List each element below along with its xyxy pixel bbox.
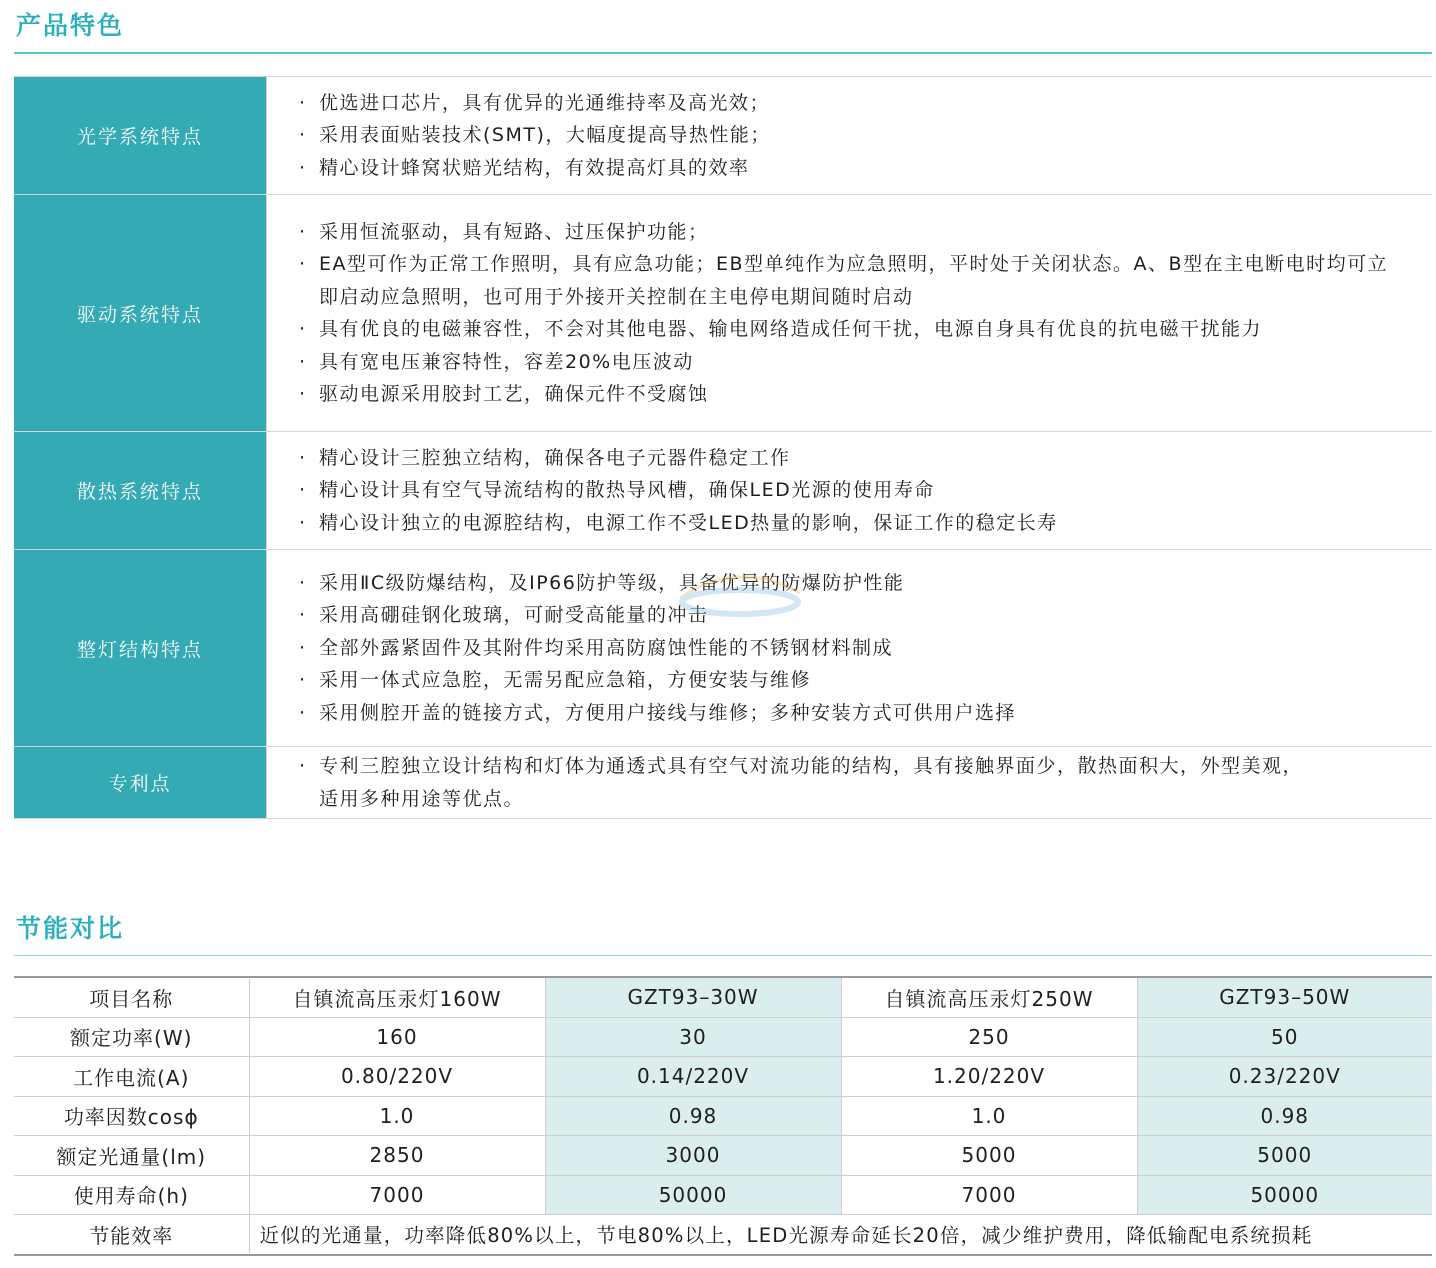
feature-list bbox=[299, 216, 1432, 411]
table-cell: 0.14/220V bbox=[545, 1057, 841, 1097]
table-cell: 0.98 bbox=[545, 1096, 841, 1136]
table-cell: 7000 bbox=[841, 1175, 1137, 1215]
feature-list bbox=[299, 87, 1432, 185]
column-header: GZT93–30W bbox=[545, 977, 841, 1017]
feature-item: · 专利三腔独立设计结构和灯体为通透式具有空气对流功能的结构，具有接触界面少，散热面积大，外型美观，适用多种用途等优点。 bbox=[299, 750, 1322, 815]
feature-label: 专利点 bbox=[14, 747, 267, 819]
table-cell: 1.20/220V bbox=[841, 1057, 1137, 1097]
feature-row-patent bbox=[14, 747, 1432, 819]
table-cell: 0.23/220V bbox=[1137, 1057, 1432, 1097]
feature-item: · 采用表面贴装技术(SMT)，大幅度提高导热性能； bbox=[299, 119, 1432, 152]
row-label: 节能效率 bbox=[14, 1215, 249, 1255]
feature-row-heat bbox=[14, 432, 1432, 550]
table-row bbox=[14, 1136, 1432, 1176]
feature-item: · 优选进口芯片，具有优异的光通维持率及高光效； bbox=[299, 87, 1432, 120]
table-cell: 50 bbox=[1137, 1017, 1432, 1057]
watermark-logo bbox=[670, 568, 810, 618]
feature-label: 驱动系统特点 bbox=[14, 195, 267, 432]
table-header-row bbox=[14, 977, 1432, 1017]
table-row bbox=[14, 1175, 1432, 1215]
row-label: 使用寿命(h) bbox=[14, 1175, 249, 1215]
feature-label: 整灯结构特点 bbox=[14, 550, 267, 747]
feature-row-driver bbox=[14, 195, 1432, 432]
table-cell: 0.98 bbox=[1137, 1096, 1432, 1136]
comparison-title-rule bbox=[14, 955, 1432, 956]
feature-item: · 精心设计蜂窝状赔光结构，有效提高灯具的效率 bbox=[299, 152, 1432, 185]
row-label: 额定功率(W) bbox=[14, 1017, 249, 1057]
feature-item: · 驱动电源采用胶封工艺，确保元件不受腐蚀 bbox=[299, 378, 1392, 411]
column-header: 自镇流高压汞灯250W bbox=[841, 977, 1137, 1017]
efficiency-row bbox=[14, 1215, 1432, 1255]
column-header: 项目名称 bbox=[14, 977, 249, 1017]
table-cell: 0.80/220V bbox=[249, 1057, 545, 1097]
feature-item: · 采用侧腔开盖的链接方式，方便用户接线与维修；多种安装方式可供用户选择 bbox=[299, 697, 1432, 730]
column-header: GZT93–50W bbox=[1137, 977, 1432, 1017]
table-cell: 160 bbox=[249, 1017, 545, 1057]
feature-item: · 具有宽电压兼容特性，容差20%电压波动 bbox=[299, 346, 1392, 379]
feature-label: 光学系统特点 bbox=[14, 77, 267, 195]
table-row bbox=[14, 1057, 1432, 1097]
feature-list bbox=[299, 750, 1432, 815]
table-cell: 30 bbox=[545, 1017, 841, 1057]
feature-row-optical bbox=[14, 77, 1432, 195]
table-cell: 50000 bbox=[1137, 1175, 1432, 1215]
feature-item: · 精心设计具有空气导流结构的散热导风槽，确保LED光源的使用寿命 bbox=[299, 474, 1432, 507]
feature-item: · 采用恒流驱动，具有短路、过压保护功能； bbox=[299, 216, 1392, 249]
feature-item: · 精心设计独立的电源腔结构，电源工作不受LED热量的影响，保证工作的稳定长寿 bbox=[299, 507, 1432, 540]
table-row bbox=[14, 1017, 1432, 1057]
feature-list bbox=[299, 442, 1432, 540]
feature-item: · 采用ⅡC级防爆结构，及IP66防护等级，具备优异的防爆防护性能 bbox=[299, 567, 1432, 600]
table-cell: 7000 bbox=[249, 1175, 545, 1215]
table-cell: 5000 bbox=[841, 1136, 1137, 1176]
row-label: 工作电流(A) bbox=[14, 1057, 249, 1097]
feature-item: · 采用一体式应急腔，无需另配应急箱，方便安装与维修 bbox=[299, 664, 1432, 697]
table-cell: 50000 bbox=[545, 1175, 841, 1215]
table-cell: 5000 bbox=[1137, 1136, 1432, 1176]
feature-item: · 全部外露紧固件及其附件均采用高防腐蚀性能的不锈钢材料制成 bbox=[299, 632, 1432, 665]
feature-label: 散热系统特点 bbox=[14, 432, 267, 550]
comparison-table bbox=[14, 976, 1432, 1256]
table-cell: 1.0 bbox=[841, 1096, 1137, 1136]
feature-item: · 具有优良的电磁兼容性，不会对其他电器、输电网络造成任何干扰，电源自身具有优良的抗电磁干扰能力 bbox=[299, 313, 1392, 346]
comparison-title: 节能对比 bbox=[16, 914, 125, 943]
features-title: 产品特色 bbox=[16, 11, 125, 40]
feature-list bbox=[299, 567, 1432, 730]
table-cell: 250 bbox=[841, 1017, 1137, 1057]
features-title-rule bbox=[14, 52, 1432, 54]
feature-item: · 采用高硼硅钢化玻璃，可耐受高能量的冲击 bbox=[299, 599, 1432, 632]
table-row bbox=[14, 1096, 1432, 1136]
column-header: 自镇流高压汞灯160W bbox=[249, 977, 545, 1017]
row-label: 额定光通量(lm) bbox=[14, 1136, 249, 1176]
row-label: 功率因数cosϕ bbox=[14, 1096, 249, 1136]
feature-item: · EA型可作为正常工作照明，具有应急功能；EB型单纯作为应急照明，平时处于关闭状态。A、B型在主电断电时均可立即启动应急照明，也可用于外接开关控制在主电停电期间随时启动 bbox=[299, 248, 1392, 313]
feature-item: · 精心设计三腔独立结构，确保各电子元器件稳定工作 bbox=[299, 442, 1432, 475]
features-table bbox=[14, 76, 1432, 819]
table-cell: 2850 bbox=[249, 1136, 545, 1176]
table-cell: 1.0 bbox=[249, 1096, 545, 1136]
table-cell: 3000 bbox=[545, 1136, 841, 1176]
efficiency-text: 近似的光通量，功率降低80%以上，节电80%以上，LED光源寿命延长20倍，减少维护费用，降低输配电系统损耗 bbox=[249, 1215, 1432, 1255]
